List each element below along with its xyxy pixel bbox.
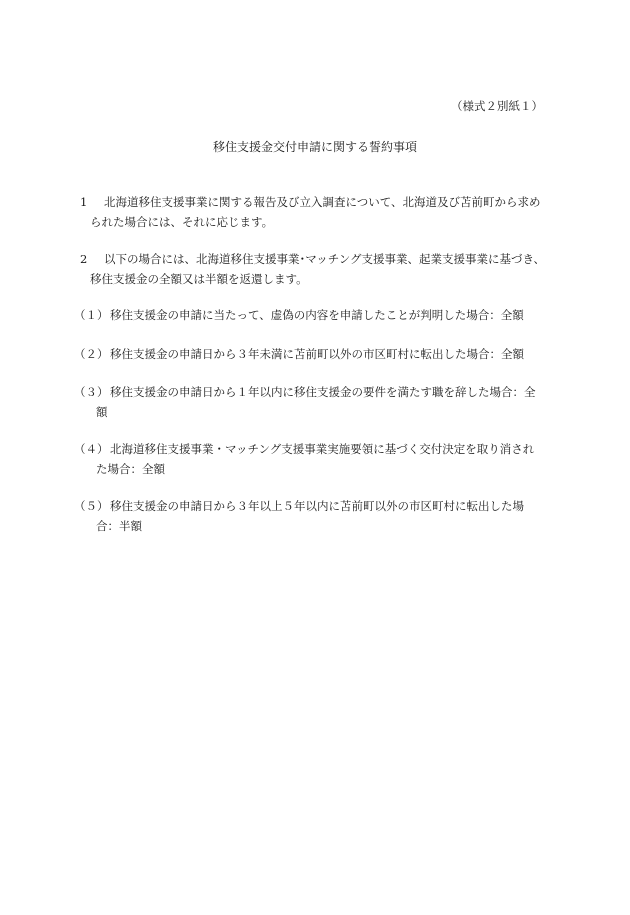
- subitem-text-line1: 移住支援金の申請に当たって、虚偽の内容を申請したことが判明した場合：全額: [110, 308, 524, 322]
- refund-case-4: [74, 439, 549, 479]
- pledge-item-1: [80, 192, 555, 232]
- item-text-line2: られた場合には、それに応じます。: [90, 215, 274, 229]
- refund-case-3: [74, 382, 549, 422]
- subitem-text-line1: 移住支援金の申請日から３年以上５年以内に苫前町以外の市区町村に転出した場: [110, 499, 524, 513]
- subitem-number: （１）: [74, 308, 109, 322]
- subitem-number: （３）: [74, 385, 109, 399]
- item-text-line1: 以下の場合には、北海道移住支援事業･マッチング支援事業、起業支援事業に基づき、: [104, 252, 546, 266]
- subitem-text-line2: 額: [96, 405, 108, 419]
- subitem-text-line2: 合：半額: [96, 519, 142, 533]
- refund-case-5: [74, 496, 549, 536]
- subitem-text-line1: 移住支援金の申請日から３年未満に苫前町以外の市区町村に転出した場合：全額: [110, 347, 524, 361]
- subitem-text-line1: 移住支援金の申請日から１年以内に移住支援金の要件を満たす職を辞した場合：全: [110, 385, 536, 399]
- item-text-line2: 移住支援金の全額又は半額を返還します。: [90, 272, 308, 286]
- item-number: 2: [80, 252, 88, 266]
- refund-case-2: [74, 344, 549, 364]
- subitem-number: （５）: [74, 499, 109, 513]
- document-title: 移住支援金交付申請に関する誓約事項: [212, 140, 417, 154]
- item-number: 1: [80, 195, 88, 209]
- subitem-number: （４）: [74, 442, 109, 456]
- refund-case-1: [74, 305, 549, 325]
- subitem-text-line2: た場合：全額: [96, 462, 165, 476]
- item-text-line1: 北海道移住支援事業に関する報告及び立入調査について、北海道及び苫前町から求め: [104, 195, 541, 209]
- pledge-item-2: [80, 249, 555, 289]
- form-reference: （様式２別紙１）: [451, 99, 543, 113]
- subitem-number: （２）: [74, 347, 109, 361]
- subitem-text-line1: 北海道移住支援事業・マッチング支援事業実施要領に基づく交付決定を取り消され: [110, 442, 535, 456]
